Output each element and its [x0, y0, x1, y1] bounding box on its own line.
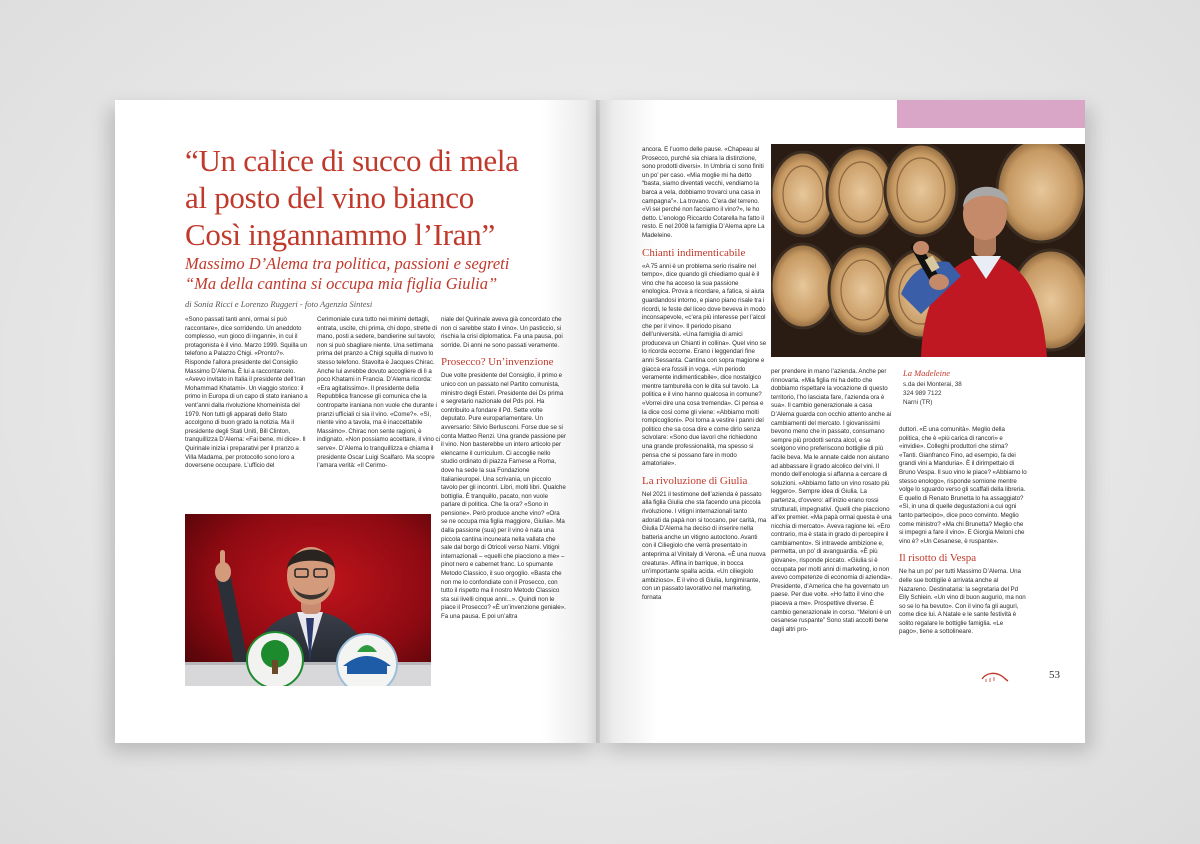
- politician-photo-image: [185, 514, 431, 686]
- section-tab: [897, 100, 1085, 128]
- politician-photo: [185, 514, 431, 686]
- article-text: pago», tiene a sottolineare.: [899, 628, 974, 636]
- winery-town: Narni (TR): [903, 399, 933, 406]
- winery-name: La Madeleine: [903, 368, 950, 378]
- headline-line: “Un calice di succo di mela: [185, 143, 519, 178]
- article-column-2: [317, 316, 443, 510]
- article-text: Due volte presidente del Consiglio, il primo e unico con un passato nel Partito comunista, ministro degli Esteri. Presidente dei Ds prima e segretario nazionale del Pds poi. Ha contribuito a fondare il Pd. Sette volte deputato. Pure europarlamentare. Un avversario: Silvio Berlusconi. Forse due se si conta Matteo Renzi. Una grande passione per il vino. Non basterebbe un intero articolo per elencarne il curriculum. Ci accoglie nello studio ordinato di piazza Farnese a Roma, dove ha sede la sua Fondazione Italianieuropei. Una scrivania, un piccolo tavolo per gli incontri. Libri, molti libri. Qualche bottiglia. È tranquillo, pacato, non vuole parlare di politica. Che fa ora? «Sono in pensione». Però produce anche vino? «Ora se ne occupa mia figlia maggiore, Giulia». Ma dalla passione (sua) per il vino è nata una piccola cantina incuneata nella vallata che sale dal borgo di Otricoli verso Narni. Vitigni internazionali – «quelli che piacciono a me» – pinot nero e cabernet franc. Lo spumante Metodo Classico, il suo orgoglio. «Basta che non me lo confondiate con il Prosecco, con tutto il rispetto ma il nostro Metodo Classico sta sui livelli cinque anni...». Quindi non le piace il Prosecco? «È un’invenzione geniale». Fa una pausa. E poi un’altra: [441, 372, 567, 620]
- article-text: Cerimoniale cura tutto nei minimi dettagli, entrata, uscite, chi prima, chi dopo, strette di mano, posti a sedere, bandierine sul tavolo; non si può sbagliare niente. Una settimana prima del pranzo a Chigi squilla di nuovo lo stesso telefono. Stavolta è Jacques Chirac. Anche lui avrebbe dovuto accogliere di lì a poco Khatami in Francia. D’Alema ricorda: «Era agitatissimo». Il presidente della Repubblica francese gli comunica che la controparte iraniana non vuole che durante i pranzi ufficiali ci sia il vino. «Come?». «Sì, niente vino a tavola, ma è inaccettabile Massimo». Chirac non sente ragioni, è indignato. «Non possiamo accettare, il vino ci serve». D’Alema lo tranquillizza e chiama il presidente Oscar Luigi Scalfaro. Ma scopre l’amara verità: «Il Cerimo-: [317, 316, 440, 470]
- article-column-1: [185, 316, 311, 510]
- shrimp-icon: [980, 671, 1010, 683]
- subhead-line: “Ma della cantina si occupa mia figlia Giulia”: [185, 274, 498, 293]
- section-heading: La rivoluzione di Giulia: [642, 474, 748, 487]
- byline: di Sonia Ricci e Lorenzo Ruggeri - foto Agenzia Sintesi: [185, 299, 373, 309]
- article-column-5: [771, 368, 893, 690]
- headline-line: Così ingannammo l’Iran”: [185, 217, 495, 252]
- section-heading: Prosecco? Un’invenzione: [441, 356, 554, 369]
- wine-cellar-photo-image: [771, 144, 1085, 357]
- section-heading: Chianti indimenticabile: [642, 246, 746, 259]
- article-column-4: [642, 146, 767, 690]
- article-text: Nel 2021 il testimone dell’azienda è passato alla figlia Giulia che sta facendo una piccola rivoluzione. I vitigni internazionali tanto adorati da papà non si toccano, per carità, ma Giulia D’Alema ha deciso di inserire nella batteria anche un vitigno autoctono. Avanti con il Ciliegiolo che verrà presentato in anteprima al Vinitaly di Verona. «È una nuova creatura». Affina in barrique, in bocca un’importante spalla acida. «Un ciliegiolo ambizioso». E il vino di Giulia, lungimirante, con un passato lavorativo nel marketing, fornata: [642, 490, 767, 601]
- winery-address: s.da dei Monterai, 38: [903, 381, 962, 388]
- winery-phone: 324 989 7122: [903, 390, 942, 397]
- article-text: Ne ha un po’ per tutti Massimo D’Alema. Una delle sue bottiglie è arrivata anche al Nazareno. Destinataria: la segretaria del Pd Elly Schlein. «Un vino di buon augurio, ma non so se lo ha bevuto». Con il vino fa gli auguri, come dice lui. A Natale e le sante festività è solito regalare le bottiglie famiglia. «Le: [899, 568, 1026, 627]
- article-text: «Sono passati tanti anni, ormai si può raccontare», dice sorridendo. Un aneddoto complesso, «un gioco di inganni», in cui il protagonista è il vino. Marzo 1999. Squilla un telefono a Palazzo Chigi. «Pronto?». Risponde l’allora presidente del Consiglio Massimo D’Alema. È lui a raccontarcelo. «Avevo invitato in Italia il presidente dell’Iran Mohammad Khatami». Un viaggio storico: il primo in Europa di un capo di stato iraniano a vent’anni dalla rivoluzione khomeinista del 1979. Non tutti gli apparati dello Stato accolgono di buon grado la notizia. Ma il presidente degli Stati Uniti, Bill Clinton, tranquillizza D’Alema: «Fai bene, mi dice». Il Quirinale inizia i preparativi per il pranzo a Villa Madama, per protocollo sono loro a doversene occupare. L’ufficio del: [185, 316, 308, 470]
- headline: [185, 142, 595, 253]
- article-text: «A 75 anni è un problema serio risalire nel tempo», dice quando gli chiediamo qual è il vino che ha acceso la sua passione enologica. Prova a ricordare, a fatica, si aiuta guardandosi intorno, e piano piano risale tra i ricordi, le feste del liceo dove beveva in modo inconsapevole, «c’era più interesse per l’alcol che per il vino». Il periodo pisano dell’università. «Una famiglia di amici produceva un Chianti in collina». Quel vino se lo ricorda eccome. Erano i leggendari fine anni Sessanta. Cantina con sopra magione e giacca era fossili in voga. «Un periodo veramente indimenticabile», dice nostalgico mentre tamburella con le dita sul tavolo. La politica e il vino hanno qualcosa in comune? «Vorrei dire una cosa tremenda». Ci pensa e la dice così come gli viene: «Abbiamo molti rompicoglioni». Poi torna a vestire i panni del politico che sa cosa dire e come dirlo senza scivolare: «Sono due lavori che richiedono una grande professionalità, ma spesso si pensa che si possano fare in modo amatoriale».: [642, 262, 767, 468]
- headline-line: al posto del vino bianco: [185, 180, 474, 215]
- page-number: 53: [1049, 669, 1060, 681]
- subhead-line: Massimo D’Alema tra politica, passioni e segreti: [185, 254, 510, 273]
- article-text: duttori. «È una comunità». Meglio della politica, che è «più carica di rancori» e «invidie». Colleghi produttori che stima? «Tanti. Gianfranco Fino, ad esempio, fa dei grandi vini a Manduria». È il dirimpettaio di Bruno Vespa. Il suo vino le piace? «Abbiamo lo stesso enologo», risponde sornione mentre volge lo sguardo verso gli scaffali della libreria. E quello di Renato Brunetta lo ha assaggiato? «Sì, in una di quelle degustazioni a cui ogni tanto partecipo», dice poco convinto. Meglio come ministro? «Ma chi Brunetta? Meglio che si impegni a fare il vino». E Giorgia Meloni che vino è? «Un Cesanese, è ruspante».: [899, 426, 1027, 545]
- article-text: ancora. È l’uomo delle pause. «Chapeau al Prosecco, purché sia chiara la distinzione, sono prodotti diversi». In Umbria ci sono finiti un po’ per caso. «Mia moglie mi ha detto “basta, siamo diventati vecchi, vendiamo la barca a vela, dobbiamo trovarci una casa in campagna”». La trovano. C’era del terreno. «Vi sei perché non facciamo il vino?», le ho detto. L’enologo Riccardo Cotarella ha fatto il resto. E nel 2008 la famiglia D’Alema apre La Madeleine.: [642, 146, 765, 239]
- wine-cellar-photo: [771, 144, 1085, 357]
- folio: [980, 669, 1060, 685]
- left-page: [115, 100, 600, 743]
- right-page: [600, 100, 1085, 743]
- article-column-6: [899, 426, 1027, 690]
- section-heading: Il risotto di Vespa: [899, 552, 977, 565]
- article-text: per prendere in mano l’azienda. Anche per rinnovarla. «Mia figlia mi ha detto che dobbiamo rispettare la vocazione di questo territorio, l’ho lasciata fare, l’azienda ora è sua». Il cambio generazionale a casa D’Alema guarda con occhio attento anche ai cambiamenti del mercato. I giovanissimi bevono meno che in passato, consumano sempre più prodotti senza alcol, e se scelgono vino preferiscono bottiglie di più facile beva. Ma le annate calde non aiutano ad abbassare il grado alcolico del vini. Il mondo dell’enologia si affanna a cercare di soluzioni. «Abbiamo fatto un vino rosato più leggero». Sempre idea di Giulia. La partenza, d’ovvero: all’inizio erano rossi strutturati, impegnativi. Quelli che piacciono all’ex premier. «Ma papà ormai questa è una nicchia di mercato». Aveva ragione lei. «Ero contrario, ma è stata in grado di percepire il cambiamento». Si intravede ambizione e, permetta, un po’ di avanguardia. «È più giovane», risponde piccato. «Giulia si è occupata per molti anni di marketing, io non avevo competenze di economia di azienda». Presidente, d’America che ha governato un paese. Per due volte. «Ho fatto il vino che piaceva a me». Prospettive diverse. È cambio generazionale in corso. “Meloni è un cesanese ruspante” Sono stati accolti bene dagli altri pro-: [771, 368, 893, 633]
- subheadline: [185, 254, 595, 294]
- article-column-3: [441, 316, 567, 688]
- article-text: niale del Quirinale aveva già concordato che non ci sarebbe stato il vino». Un pasticcio, si rischia la crisi diplomatica. Fa una pausa, poi sorride. Di anni ne sono passati veramente.: [441, 316, 563, 349]
